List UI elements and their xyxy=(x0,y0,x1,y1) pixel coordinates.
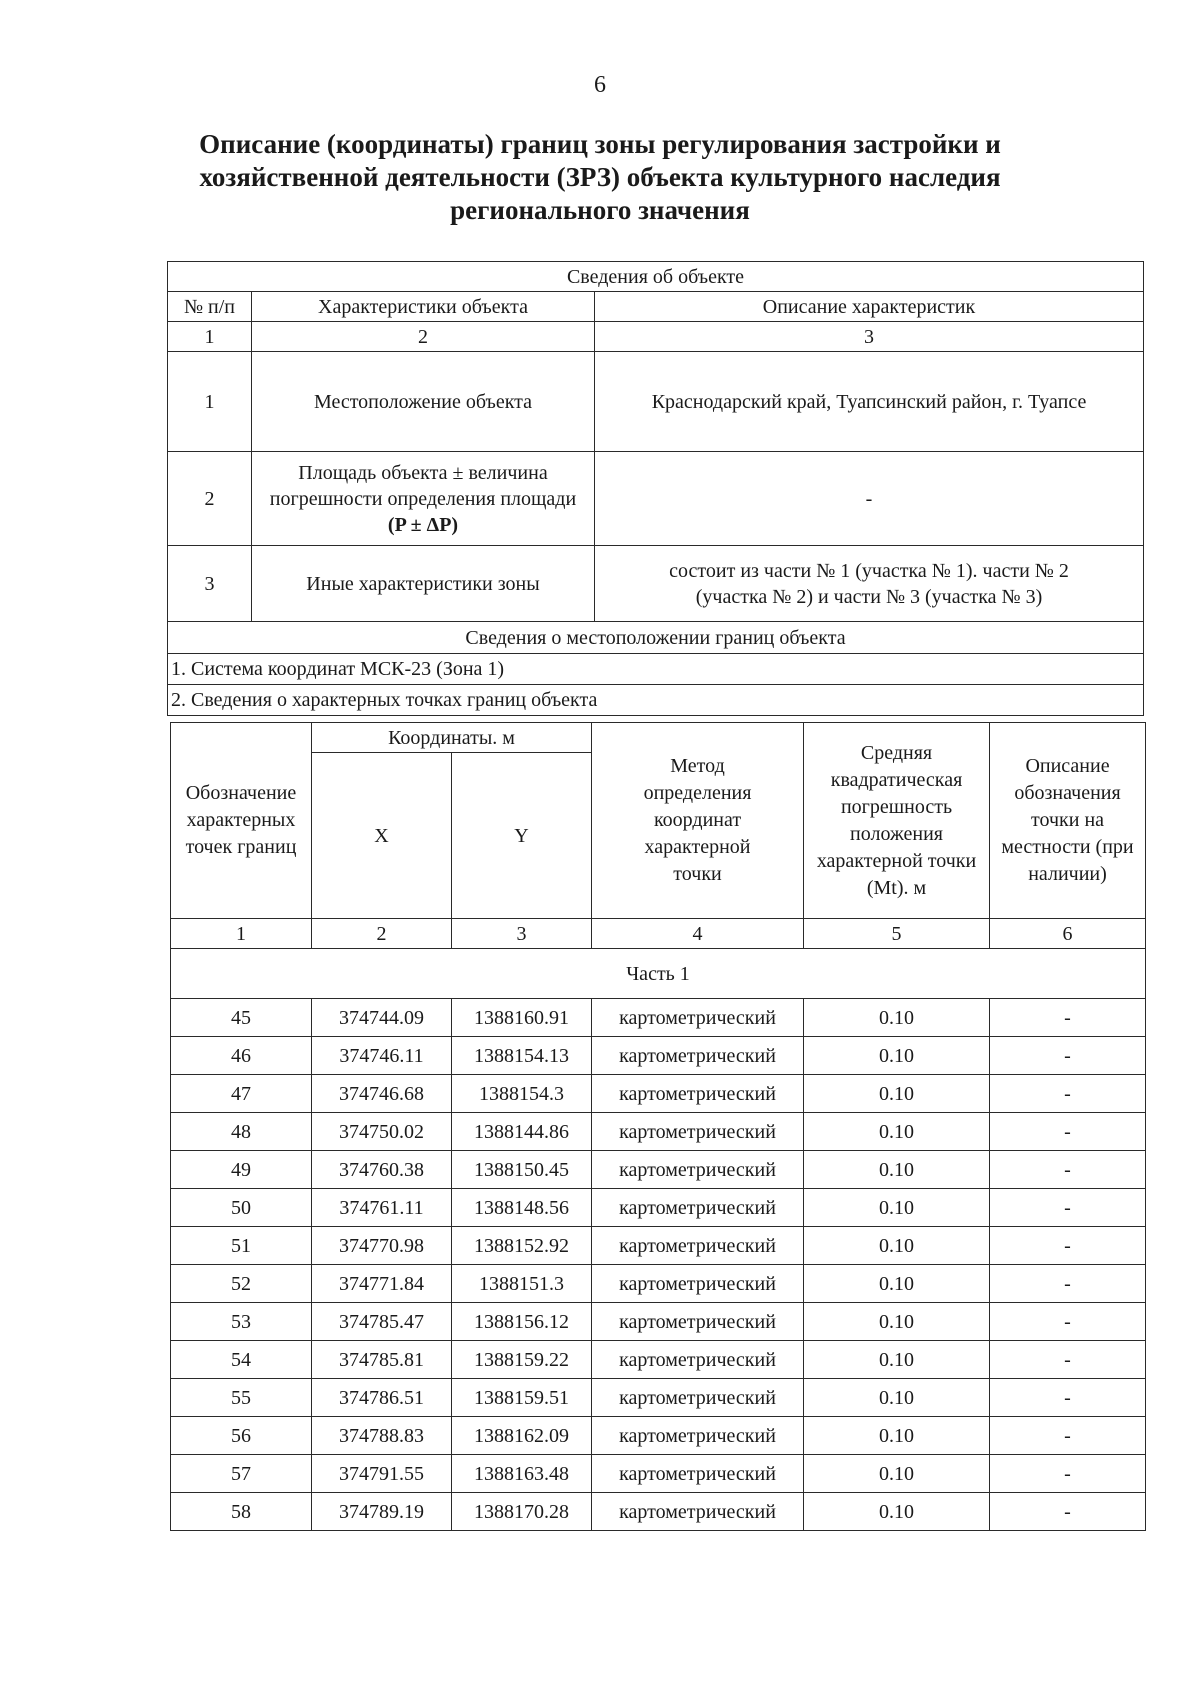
table-row xyxy=(171,1075,1146,1113)
method: картометрический xyxy=(592,1379,804,1417)
point-number: 56 xyxy=(171,1417,312,1455)
boundary-points-table xyxy=(170,722,1146,1531)
row-number: 2 xyxy=(168,452,252,546)
text-line: Площадь объекта ± величина xyxy=(298,461,548,484)
text-line: состоит из части № 1 (участка № 1). части № 2 xyxy=(669,559,1069,582)
coord-y: 1388154.13 xyxy=(452,1037,592,1075)
header-mean-square-error: Средняя квадратическая погрешность положения характерной точки (Mt). м xyxy=(804,723,990,919)
coord-x: 374785.81 xyxy=(312,1341,452,1379)
mean-square-error: 0.10 xyxy=(804,1341,990,1379)
point-number: 49 xyxy=(171,1151,312,1189)
characteristic-name xyxy=(252,452,595,546)
table-row xyxy=(171,1417,1146,1455)
point-description: - xyxy=(990,1189,1146,1227)
text-line: (участка № 2) и части № 3 (участка № 3) xyxy=(695,585,1043,608)
col-number: 5 xyxy=(804,919,990,949)
point-number: 51 xyxy=(171,1227,312,1265)
col-number: 3 xyxy=(452,919,592,949)
header-point-description: Описание обозначения точки на местности (при наличии) xyxy=(990,723,1146,919)
title-line: регионального значения xyxy=(450,195,750,225)
point-description: - xyxy=(990,1265,1146,1303)
coord-y: 1388152.92 xyxy=(452,1227,592,1265)
section-header-location: Сведения о местоположении границ объекта xyxy=(168,622,1144,654)
section-header-object-info: Сведения об объекте xyxy=(168,262,1144,292)
table-row xyxy=(171,1227,1146,1265)
text-line: погрешности определения площади xyxy=(269,487,577,510)
mean-square-error: 0.10 xyxy=(804,1113,990,1151)
page-number: 6 xyxy=(594,72,606,98)
table-row xyxy=(171,1493,1146,1531)
point-number: 53 xyxy=(171,1303,312,1341)
method: картометрический xyxy=(592,1037,804,1075)
title-line: хозяйственной деятельности (ЗРЗ) объекта культурного наследия xyxy=(199,162,1001,192)
point-number: 47 xyxy=(171,1075,312,1113)
table-row xyxy=(171,1189,1146,1227)
text-line: (P ± ΔP) xyxy=(387,513,459,536)
characteristic-name: Местоположение объекта xyxy=(252,352,595,452)
point-number: 50 xyxy=(171,1189,312,1227)
method: картометрический xyxy=(592,1493,804,1531)
coordinate-system: 1. Система координат МСК-23 (Зона 1) xyxy=(168,654,1144,685)
point-description: - xyxy=(990,1341,1146,1379)
row-number: 3 xyxy=(168,546,252,622)
table-row xyxy=(171,1037,1146,1075)
method: картометрический xyxy=(592,999,804,1037)
table-row xyxy=(171,1341,1146,1379)
point-description: - xyxy=(990,1379,1146,1417)
coord-x: 374785.47 xyxy=(312,1303,452,1341)
coord-x: 374746.68 xyxy=(312,1075,452,1113)
col-number: 2 xyxy=(252,322,595,352)
method: картометрический xyxy=(592,1113,804,1151)
mean-square-error: 0.10 xyxy=(804,1417,990,1455)
coord-x: 374770.98 xyxy=(312,1227,452,1265)
point-description: - xyxy=(990,1113,1146,1151)
mean-square-error: 0.10 xyxy=(804,1493,990,1531)
method: картометрический xyxy=(592,1455,804,1493)
col-header-description: Описание характеристик xyxy=(595,292,1144,322)
coord-y: 1388156.12 xyxy=(452,1303,592,1341)
coord-x: 374761.11 xyxy=(312,1189,452,1227)
coord-x: 374789.19 xyxy=(312,1493,452,1531)
characteristic-value: - xyxy=(595,452,1144,546)
method: картометрический xyxy=(592,1341,804,1379)
info-row-other xyxy=(168,546,1144,622)
part-label: Часть 1 xyxy=(171,949,1146,999)
coord-x: 374786.51 xyxy=(312,1379,452,1417)
point-number: 46 xyxy=(171,1037,312,1075)
mean-square-error: 0.10 xyxy=(804,1455,990,1493)
coord-x: 374791.55 xyxy=(312,1455,452,1493)
method: картометрический xyxy=(592,1227,804,1265)
point-description: - xyxy=(990,1493,1146,1531)
coord-x: 374746.11 xyxy=(312,1037,452,1075)
coord-x: 374750.02 xyxy=(312,1113,452,1151)
info-row-location xyxy=(168,352,1144,452)
col-header-number: № п/п xyxy=(168,292,252,322)
mean-square-error: 0.10 xyxy=(804,999,990,1037)
coord-y: 1388159.51 xyxy=(452,1379,592,1417)
table-row xyxy=(171,1455,1146,1493)
table-row xyxy=(171,1113,1146,1151)
header-point-designation: Обозначение характерных точек границ xyxy=(171,723,312,919)
col-number: 1 xyxy=(168,322,252,352)
col-header-characteristics: Характеристики объекта xyxy=(252,292,595,322)
table-row xyxy=(171,999,1146,1037)
info-row-area xyxy=(168,452,1144,546)
header-y: Y xyxy=(452,753,592,919)
method: картометрический xyxy=(592,1417,804,1455)
method: картометрический xyxy=(592,1265,804,1303)
point-description: - xyxy=(990,1455,1146,1493)
object-info-table xyxy=(167,261,1144,716)
mean-square-error: 0.10 xyxy=(804,1189,990,1227)
col-number: 3 xyxy=(595,322,1144,352)
mean-square-error: 0.10 xyxy=(804,1303,990,1341)
point-description: - xyxy=(990,1227,1146,1265)
coord-y: 1388148.56 xyxy=(452,1189,592,1227)
mean-square-error: 0.10 xyxy=(804,1379,990,1417)
header-method: Метод определения координат характерной точки xyxy=(592,723,804,919)
point-description: - xyxy=(990,1303,1146,1341)
coord-x: 374744.09 xyxy=(312,999,452,1037)
mean-square-error: 0.10 xyxy=(804,1151,990,1189)
coord-x: 374788.83 xyxy=(312,1417,452,1455)
point-description: - xyxy=(990,1417,1146,1455)
table-row xyxy=(171,1151,1146,1189)
coord-x: 374760.38 xyxy=(312,1151,452,1189)
characteristic-value: Краснодарский край, Туапсинский район, г. Туапсе xyxy=(595,352,1144,452)
mean-square-error: 0.10 xyxy=(804,1265,990,1303)
header-coordinates: Координаты. м xyxy=(312,723,592,753)
method: картометрический xyxy=(592,1189,804,1227)
characteristic-value xyxy=(595,546,1144,622)
point-number: 57 xyxy=(171,1455,312,1493)
point-description: - xyxy=(990,1151,1146,1189)
table-row xyxy=(171,1303,1146,1341)
mean-square-error: 0.10 xyxy=(804,1037,990,1075)
mean-square-error: 0.10 xyxy=(804,1075,990,1113)
point-number: 48 xyxy=(171,1113,312,1151)
col-number: 2 xyxy=(312,919,452,949)
point-description: - xyxy=(990,1075,1146,1113)
point-number: 55 xyxy=(171,1379,312,1417)
coord-y: 1388151.3 xyxy=(452,1265,592,1303)
title-line: Описание (координаты) границ зоны регулирования застройки и xyxy=(199,129,1001,159)
coord-y: 1388162.09 xyxy=(452,1417,592,1455)
col-number: 1 xyxy=(171,919,312,949)
point-description: - xyxy=(990,1037,1146,1075)
coord-y: 1388163.48 xyxy=(452,1455,592,1493)
point-number: 54 xyxy=(171,1341,312,1379)
col-number: 4 xyxy=(592,919,804,949)
point-number: 52 xyxy=(171,1265,312,1303)
document-title xyxy=(150,128,1050,227)
table-row xyxy=(171,1379,1146,1417)
coord-y: 1388160.91 xyxy=(452,999,592,1037)
characteristic-name: Иные характеристики зоны xyxy=(252,546,595,622)
method: картометрический xyxy=(592,1151,804,1189)
points-section-header: 2. Сведения о характерных точках границ объекта xyxy=(168,685,1144,716)
table-row xyxy=(171,1265,1146,1303)
point-description: - xyxy=(990,999,1146,1037)
mean-square-error: 0.10 xyxy=(804,1227,990,1265)
coord-y: 1388150.45 xyxy=(452,1151,592,1189)
row-number: 1 xyxy=(168,352,252,452)
method: картометрический xyxy=(592,1303,804,1341)
point-number: 45 xyxy=(171,999,312,1037)
header-x: X xyxy=(312,753,452,919)
coord-y: 1388159.22 xyxy=(452,1341,592,1379)
col-number: 6 xyxy=(990,919,1146,949)
point-number: 58 xyxy=(171,1493,312,1531)
coord-y: 1388154.3 xyxy=(452,1075,592,1113)
method: картометрический xyxy=(592,1075,804,1113)
coord-y: 1388170.28 xyxy=(452,1493,592,1531)
coord-x: 374771.84 xyxy=(312,1265,452,1303)
coord-y: 1388144.86 xyxy=(452,1113,592,1151)
